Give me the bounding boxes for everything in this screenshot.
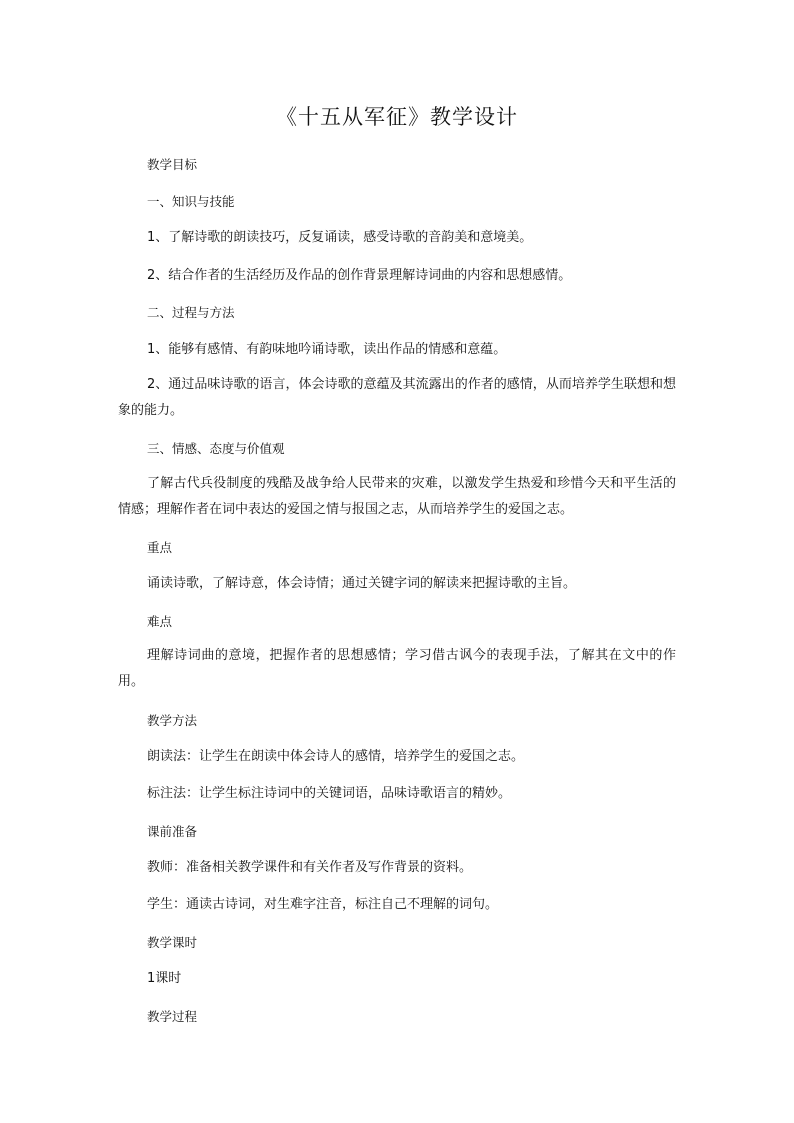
process-item-2: 2、通过品味诗歌的语言，体会诗歌的意蕴及其流露出的作者的感情，从而培养学生联想和想象的能力。 (118, 377, 676, 418)
knowledge-item-1: 1、了解诗歌的朗读技巧，反复诵读，感受诗歌的音韵美和意境美。 (147, 230, 533, 245)
preparation-teacher: 教师：准备相关教学课件和有关作者及写作背景的资料。 (147, 860, 473, 875)
method-reading: 朗读法：让学生在朗读中体会诗人的感情，培养学生的爱国之志。 (147, 749, 525, 764)
preparation-heading: 课前准备 (147, 824, 198, 839)
preparation-student: 学生：通读古诗词，对生难字注音，标注自己不理解的词句。 (147, 897, 499, 912)
teaching-process-heading: 教学过程 (147, 1009, 198, 1024)
key-points-text: 诵读诗歌，了解诗意，体会诗情；通过关键字词的解读来把握诗歌的主旨。 (147, 576, 577, 591)
knowledge-skills-heading: 一、知识与技能 (147, 194, 235, 209)
document-title: 《十五从军征》教学设计 (276, 105, 518, 129)
values-text: 了解古代兵役制度的残酷及战争给人民带来的灾难，以激发学生热爱和珍惜今天和平生活的情感；理解作者在词中表达的爱国之情与报国之志，从而培养学生的爱国之志。 (118, 476, 676, 517)
values-heading: 三、情感、态度与价值观 (147, 441, 285, 456)
key-points-heading: 重点 (147, 540, 173, 555)
knowledge-item-2: 2、结合作者的生活经历及作品的创作背景理解诗词曲的内容和思想感情。 (147, 268, 572, 283)
difficulty-heading: 难点 (147, 614, 173, 629)
process-item-1: 1、能够有感情、有韵味地吟诵诗歌，读出作品的情感和意蕴。 (147, 342, 507, 357)
teaching-goals-heading: 教学目标 (147, 157, 198, 172)
process-methods-heading: 二、过程与方法 (147, 305, 235, 320)
teaching-method-heading: 教学方法 (147, 713, 198, 728)
difficulty-text: 理解诗词曲的意境，把握作者的思想感情；学习借古讽今的表现手法，了解其在文中的作用。 (118, 648, 676, 689)
class-hours-text: 1课时 (147, 971, 182, 986)
method-annotation: 标注法：让学生标注诗词中的关键词语，品味诗歌语言的精妙。 (147, 786, 512, 801)
class-hours-heading: 教学课时 (147, 935, 198, 950)
